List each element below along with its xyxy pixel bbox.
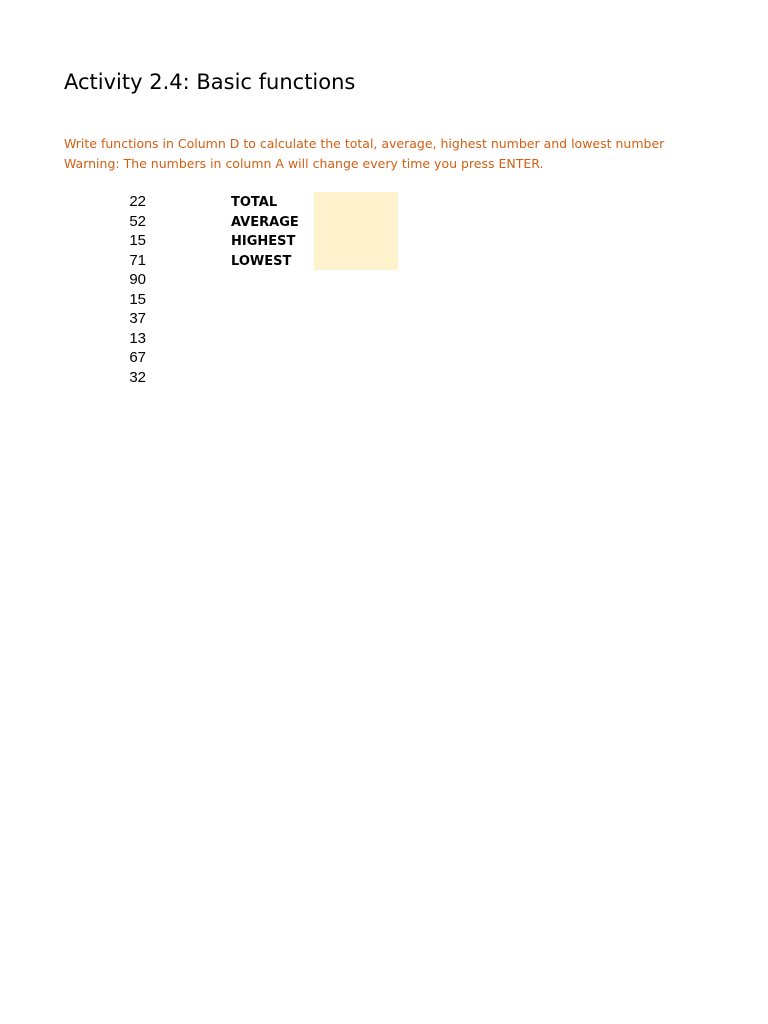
lowest-answer-cell[interactable] <box>314 251 398 271</box>
highest-answer-cell[interactable] <box>314 231 398 251</box>
number-cell[interactable]: 71 <box>129 251 146 269</box>
number-cell[interactable]: 15 <box>129 290 146 308</box>
number-column-a <box>110 192 146 387</box>
number-cell[interactable]: 15 <box>129 232 146 249</box>
number-cell[interactable]: 13 <box>129 329 146 347</box>
page-title: Activity 2.4: Basic functions <box>64 70 356 94</box>
number-cell[interactable]: 52 <box>129 212 146 230</box>
number-cell[interactable]: 90 <box>129 271 146 288</box>
total-answer-cell[interactable] <box>314 192 398 212</box>
label-average: AVERAGE <box>231 214 299 230</box>
number-cell[interactable]: 22 <box>129 193 146 210</box>
instruction-line-2: Warning: The numbers in column A will change every time you press ENTER. <box>64 156 544 171</box>
number-cell[interactable]: 67 <box>129 349 146 366</box>
number-cell[interactable]: 37 <box>129 310 146 327</box>
average-answer-cell[interactable] <box>314 212 398 232</box>
label-total: TOTAL <box>231 195 278 210</box>
number-cell[interactable]: 32 <box>129 368 146 386</box>
label-column <box>231 193 299 271</box>
label-highest: HIGHEST <box>231 234 296 249</box>
answer-column-d <box>314 192 398 270</box>
instruction-line-1: Write functions in Column D to calculate the total, average, highest number and lowest number <box>64 136 665 151</box>
label-lowest: LOWEST <box>231 253 292 269</box>
